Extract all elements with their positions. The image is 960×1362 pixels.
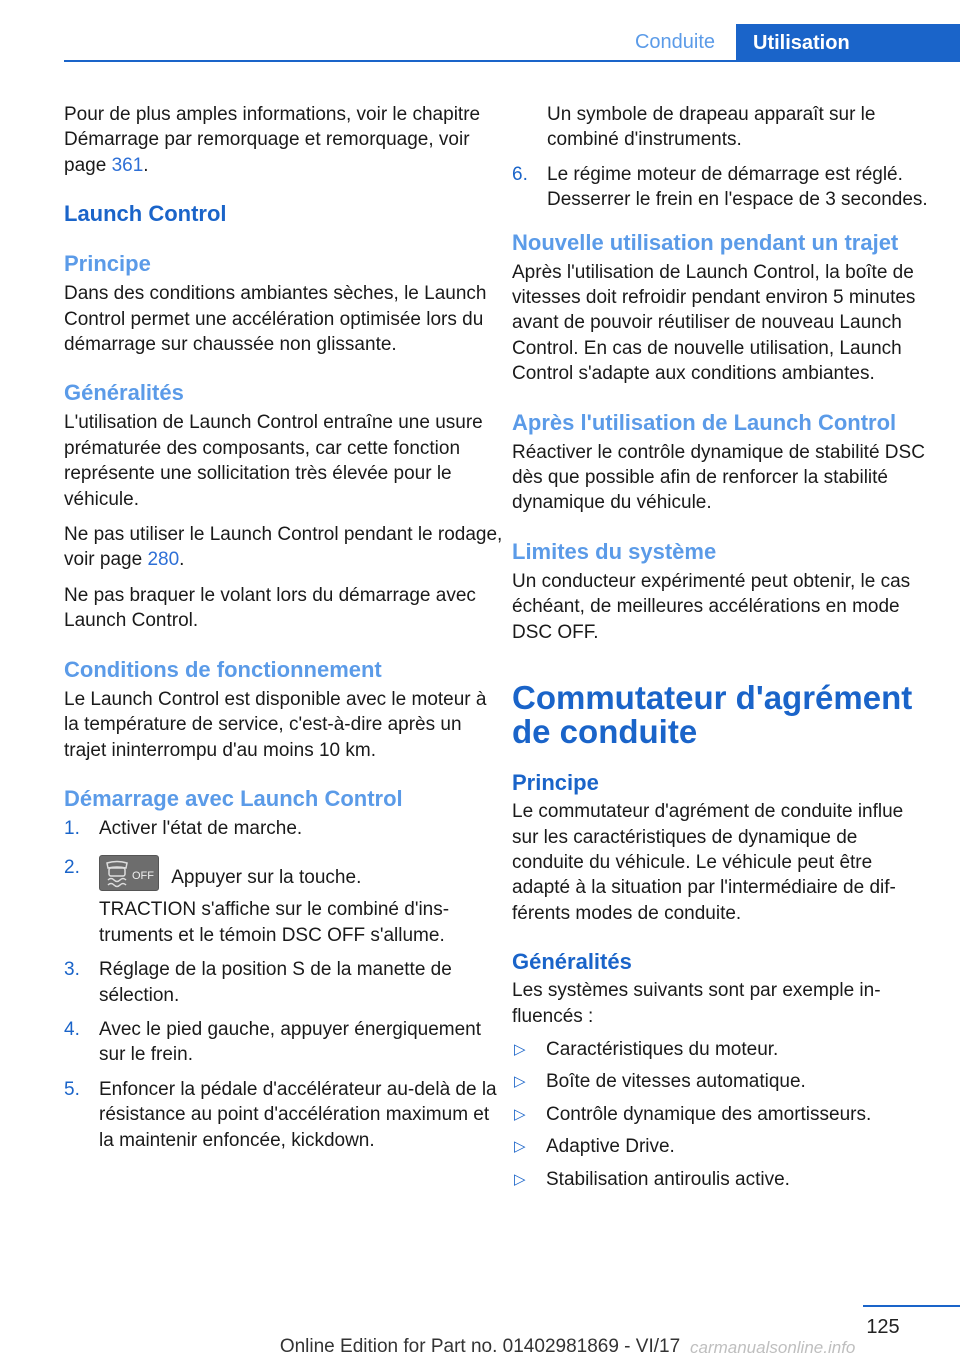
list-item — [512, 102, 930, 153]
bullet-triangle-icon: ▷ — [514, 1040, 526, 1058]
heading-demarrage: Démarrage avec Launch Control — [64, 785, 403, 811]
watermark: carmanualsonline.info — [690, 1338, 856, 1357]
generalites-text-2: Ne pas utiliser le Launch Control pendant le rodage, voir page — [64, 524, 503, 571]
generalites-paragraph-4: Les systèmes suivants sont par exemple influencés : — [512, 980, 881, 1027]
step-number: 3. — [64, 959, 80, 981]
list-item — [512, 1037, 930, 1062]
page-link-280[interactable]: 280 — [147, 549, 180, 571]
dsc-off-button-icon — [99, 855, 159, 891]
step-number: 1. — [64, 817, 80, 839]
step-text: Enfoncer la pédale d'accélérateur au-delà de la résistance au point d'accélération maximum et la maintenir enfoncée, kickdown. — [99, 1078, 497, 1151]
right-column — [512, 102, 930, 1199]
bullet-triangle-icon: ▷ — [514, 1138, 526, 1156]
step-text: Un symbole de drapeau apparaît sur le combiné d'instruments. — [547, 104, 876, 151]
bullet-text: Stabilisation antiroulis active. — [546, 1168, 790, 1190]
list-item — [64, 957, 504, 1008]
step-text: Réglage de la position S de la manette de sélection. — [99, 959, 452, 1006]
heading-launch-control: Launch Control — [64, 201, 227, 227]
icon-off-label: OFF — [132, 870, 154, 883]
list-item — [512, 1102, 930, 1127]
conditions-paragraph: Le Launch Control est disponible avec le moteur à la température de service, c'est-à-dire après un trajet ininterrompu d'au moins 10 km. — [64, 688, 487, 761]
bullet-text: Caractéristiques du moteur. — [546, 1038, 779, 1060]
list-item — [64, 1077, 504, 1153]
heading-limites: Limites du système — [512, 538, 717, 564]
step-number: 2. — [64, 857, 80, 879]
list-item — [512, 1069, 930, 1094]
list-item — [64, 816, 504, 841]
intro-paragraph — [64, 102, 504, 178]
step-text: Avec le pied gauche, appuyer énergiquement sur le frein. — [99, 1018, 482, 1066]
bullet-text: Boîte de vitesses automatique. — [546, 1071, 806, 1093]
page-number-rule — [863, 1305, 960, 1307]
step-subtext: TRACTION s'affiche sur le combiné d'instruments et le témoin DSC OFF s'allume. — [99, 899, 450, 946]
list-item — [512, 1167, 930, 1192]
step-text: Le régime moteur de démarrage est réglé. Desserrer le frein en l'espace de 3 secondes. — [547, 163, 928, 211]
step-number: 6. — [512, 163, 528, 185]
steps-list-continued — [512, 102, 930, 213]
step-text: Appuyer sur la touche. — [171, 867, 362, 889]
heading-commutateur: Commutateur d'agrément de conduite — [512, 679, 913, 751]
left-column — [64, 102, 504, 1162]
page-link-361[interactable]: 361 — [111, 154, 144, 176]
heading-apres-utilisation: Après l'utilisation de Launch Control — [512, 409, 897, 435]
heading-principe: Principe — [64, 251, 151, 277]
bullet-text: Adaptive Drive. — [546, 1136, 675, 1158]
step-text: Activer l'état de marche. — [99, 817, 303, 839]
tab-conduite[interactable]: Conduite — [634, 31, 716, 53]
principe-paragraph-2: Le commutateur d'agrément de conduite influe sur les caractéristiques de dynamique de conduite du véhicule. Le véhicule peut être adapté à la situation par l'intermédiaire de différents modes de conduite. — [512, 801, 904, 924]
bullet-triangle-icon: ▷ — [514, 1073, 526, 1091]
bullet-triangle-icon: ▷ — [514, 1105, 526, 1123]
steps-list — [64, 816, 504, 1153]
generalites-paragraph-2 — [64, 522, 504, 573]
tab-utilisation[interactable]: Utilisation — [736, 24, 960, 62]
page-number: 125 — [866, 1316, 900, 1338]
heading-generalites: Généralités — [64, 380, 184, 406]
generalites-paragraph-3: Ne pas braquer le volant lors du démarrage avec Launch Control. — [64, 584, 476, 632]
page-header — [0, 0, 960, 62]
apres-paragraph: Réactiver le contrôle dynamique de stabilité DSC dès que possible afin de renforcer la stabilité dynamique du véhicule. — [512, 441, 925, 514]
header-rule — [64, 60, 960, 62]
systems-list — [512, 1037, 930, 1192]
generalites-paragraph-1: L'utilisation de Launch Control entraîne une usure prématurée des composants, car cette fonction représente une sollicitation très élevée pour le véhicule. — [64, 412, 483, 510]
list-item — [512, 1134, 930, 1159]
heading-conditions: Conditions de fonctionnement — [64, 656, 382, 682]
edition-footer: Online Edition for Part no. 01402981869 - VI/17 — [279, 1336, 681, 1357]
heading-generalites-2: Généralités — [512, 949, 632, 975]
intro-end: . — [143, 154, 149, 176]
generalites-end-2: . — [179, 549, 185, 571]
heading-nouvelle-utilisation: Nouvelle utilisation pendant un trajet — [512, 229, 899, 255]
bullet-text: Contrôle dynamique des amortisseurs. — [546, 1103, 872, 1125]
principe-paragraph: Dans des conditions ambiantes sèches, le Launch Control permet une accélération optimisée lors du démarrage sur chaussée non glissante. — [64, 283, 487, 356]
heading-principe-2: Principe — [512, 770, 599, 796]
bullet-triangle-icon: ▷ — [514, 1170, 526, 1188]
intro-text: Pour de plus amples informations, voir le chapitre Démarrage par remorquage et remorquage, voir page — [64, 104, 481, 176]
step-number: 5. — [64, 1078, 80, 1100]
list-item — [512, 162, 930, 213]
nouvelle-paragraph: Après l'utilisation de Launch Control, la boîte de vitesses doit refroidir pendant environ 5 minutes avant de pouvoir réutiliser de nouveau Launch Control. En cas de nouvelle utilisation, Launch Control s'adapte aux conditions ambiantes. — [512, 261, 916, 385]
limites-paragraph: Un conducteur expérimenté peut obtenir, le cas échéant, de meilleures accélérations en mode DSC OFF. — [512, 570, 911, 643]
list-item — [64, 855, 504, 948]
step-number: 4. — [64, 1018, 80, 1040]
list-item — [64, 1017, 504, 1068]
